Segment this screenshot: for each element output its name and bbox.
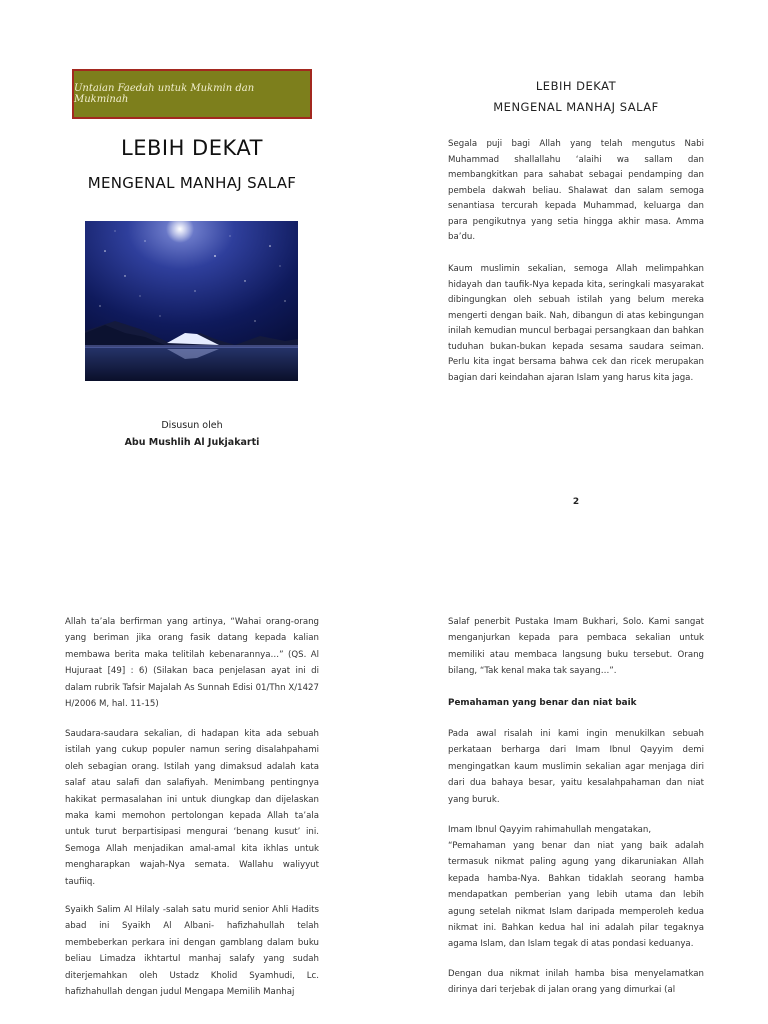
- page-4: [448, 614, 704, 1004]
- cover-banner: [72, 69, 312, 119]
- cover-page: [60, 60, 324, 480]
- page4-paragraph-4: Dengan dua nikmat inilah hamba bisa menyelamatkan dirinya dari terjebak di jalan orang yang dimurkai (al: [448, 969, 704, 996]
- page4-paragraph-3: “Pemahaman yang benar dan niat yang baik adalah termasuk nikmat paling agung yang dikaruniakan Allah kepada hamba-Nya. Bahkan tidaklah seorang hamba mendapatkan pemberian yang lebih utama dan lebih agung setelah nikmat Islam daripada memperoleh kedua nikmat ini. Bahkan kedua hal ini adalah pilar tegaknya agama Islam, dan Islam tegak di atas pondasi keduanya.: [448, 841, 704, 950]
- page4-paragraph-3-intro: Imam Ibnul Qayyim rahimahullah mengatakan,: [448, 825, 652, 835]
- cover-banner-text: Untaian Faedah untuk Mukmin dan Mukminah: [74, 83, 255, 105]
- cover-title-line2: MENGENAL MANHAJ SALAF: [87, 174, 297, 192]
- page-3: [65, 614, 319, 1004]
- page3-paragraph-2: Saudara-saudara sekalian, di hadapan kita ada sebuah istilah yang cukup populer namun sering disalahpahami oleh sebagian orang. Istilah yang dimaksud adalah kata salaf atau salafi dan salafiyah. Menimbang pentingnya hakikat permasalahan ini untuk diungkap dan dijelaskan maka kami memohon pertolongan kepada Allah ta’ala untuk turut berpartisipasi mengurai ‘benang kusut’ ini. Semoga Allah menjadikan amal-amal kita ikhlas untuk mengharapkan wajah-Nya semata. Wallahu waliyyut taufiiq.: [65, 729, 319, 887]
- page4-subheading: Pemahaman yang benar dan niat baik: [448, 698, 637, 708]
- page3-paragraph-1: Allah ta’ala berfirman yang artinya, “Wahai orang-orang yang beriman jika orang fasik datang kepada kalian membawa berita maka telitilah kebenarannya…” (QS. Al Hujuraat [49] : 6) (Silakan baca penjelasan ayat ini di dalam rubrik Tafsir Majalah As Sunnah Edisi 01/Thn X/1427 H/2006 M, hal. 11-15): [65, 617, 319, 710]
- compiled-by-label: Disusun oleh: [161, 420, 223, 431]
- author-name: Abu Mushlih Al Jukjakarti: [124, 437, 260, 448]
- cover-title-line1: LEBIH DEKAT: [121, 136, 263, 160]
- night-sky-mountain-image: [85, 221, 298, 381]
- page2-heading-line1: LEBIH DEKAT: [535, 79, 617, 93]
- page4-paragraph-2: Pada awal risalah ini kami ingin menukilkan sebuah perkataan berharga dari Imam Ibnul Qayyim demi mengingatkan kaum muslimin sekalian agar menjaga diri dari dua bahaya besar, yaitu kesalahpahaman dan niat yang buruk.: [448, 729, 704, 805]
- page-number: 2: [572, 497, 580, 507]
- page2-paragraph-2: Kaum muslimin sekalian, semoga Allah melimpahkan hidayah dan taufik-Nya kepada kita, seringkali masyarakat dibingungkan oleh sebuah istilah yang belum mereka mengerti dengan baik. Nah, dibangun di atas kebingungan inilah kemudian muncul berbagai persangkaan dan bahkan tuduhan bukan-bukan kepada sesama saudara seiman. Perlu kita ingat bersama bahwa cek dan ricek merupakan bagian dari keindahan ajaran Islam yang harus kita jaga.: [448, 264, 704, 383]
- page2-paragraph-1: Segala puji bagi Allah yang telah mengutus Nabi Muhammad shallallahu ‘alaihi wa sallam dan membangkitkan para sahabat sebagai pendamping dan pembela dakwah beliau. Shalawat dan salam semoga senantiasa tercurah kepada Muhammad, keluarga dan para pengikutnya yang setia hingga akhir masa. Amma ba’du.: [448, 139, 704, 242]
- page2-heading-line2: MENGENAL MANHAJ SALAF: [493, 100, 659, 114]
- page4-paragraph-1: Salaf penerbit Pustaka Imam Bukhari, Solo. Kami sangat menganjurkan kepada para pembaca sekalian untuk memiliki atau membaca langsung buku tersebut. Orang bilang, “Tak kenal maka tak sayang…”.: [448, 617, 704, 677]
- page-2: [448, 74, 704, 514]
- page3-paragraph-3: Syaikh Salim Al Hilaly -salah satu murid senior Ahli Hadits abad ini Syaikh Al Albani- hafizhahullah telah membeberkan perkara ini dengan gamblang dalam buku beliau Limadza ikhtartul manhaj salafy yang sudah diterjemahkan oleh Ustadz Kholid Syamhudi, Lc. hafizhahullah dengan judul Mengapa Memilih Manhaj: [65, 905, 319, 998]
